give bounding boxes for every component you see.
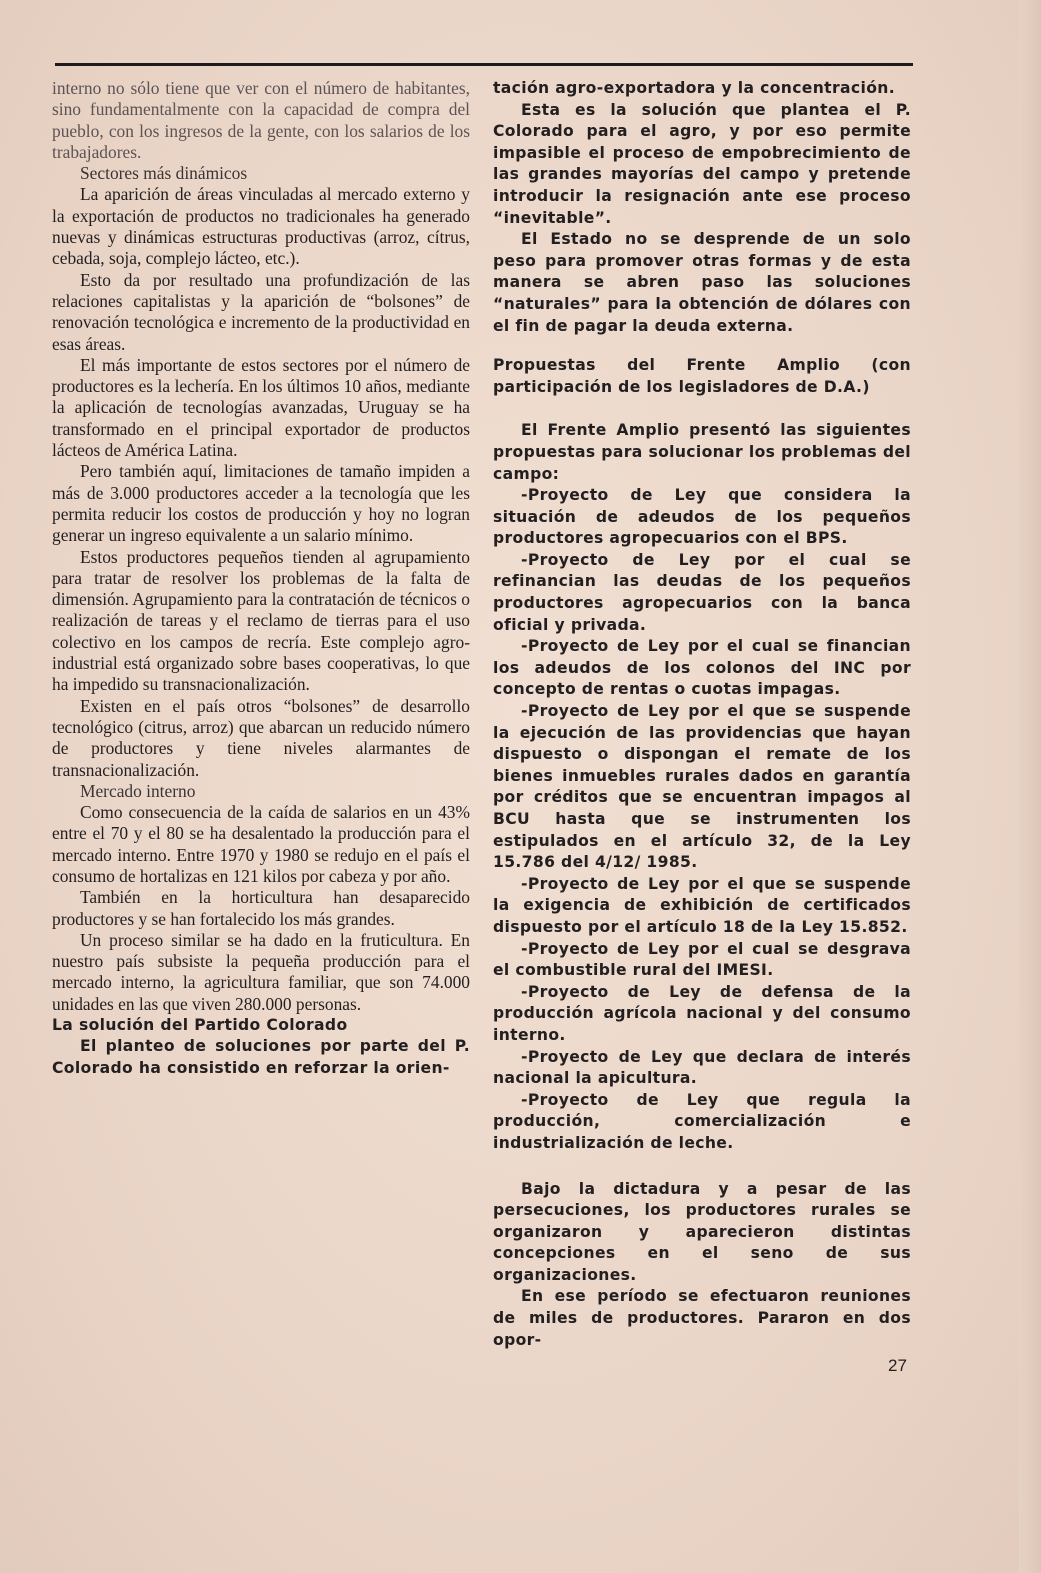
section-heading-sectores: Sectores más dinámicos <box>80 163 248 184</box>
list-item: -Proyecto de Ley por el cual se refinancian las deudas de los pequeños productores agropecuarios con la banca oficial y privada. <box>493 550 911 634</box>
list-item: -Proyecto de Ley por el cual se desgrava el combustible rural del IMESI. <box>493 939 911 980</box>
paragraph: La aparición de áreas vinculadas al mercado externo y la exportación de productos no tradicionales ha generado nuevas y dinámicas estructuras productivas (arroz, cítrus, cebada, soja, complejo lácteo, etc.). <box>52 184 470 269</box>
paragraph: tación agro-exportadora y la concentración. <box>493 79 895 97</box>
paragraph: El Frente Amplio presentó las siguientes propuestas para solucionar los problemas del campo: <box>493 421 911 483</box>
paragraph: Esta es la solución que plantea el P. Colorado para el agro, y por eso permite impasible el proceso de empobrecimiento de las grandes mayorías del campo y pretende introducir la resignación ante ese proceso “inevitable”. <box>493 100 911 227</box>
left-column <box>52 78 470 1080</box>
paragraph: Como consecuencia de la caída de salarios en un 43% entre el 70 y el 80 se ha desalentado la producción para el mercado interno. Entre 1970 y 1980 se redujo en el país el consumo de hortalizas en 121 kilos por cabeza y por año. <box>52 802 470 886</box>
section-heading-partido-colorado: La solución del Partido Colorado <box>52 1016 348 1035</box>
list-item: -Proyecto de Ley de defensa de la producción agrícola nacional y del consumo interno. <box>493 982 911 1044</box>
page-number: 27 <box>888 1356 907 1375</box>
paragraph: Bajo la dictadura y a pesar de las persecuciones, los productores rurales se organizaron y aparecieron distintas concepciones en el seno de sus organizaciones. <box>493 1179 911 1284</box>
paragraph: Estos productores pequeños tienden al agrupamiento para tratar de resolver los problemas de la falta de dimensión. Agrupamiento para la contratación de técnicos o realización de tareas y el reclamo de tierras para el uso colectivo en los campos de recría. Este complejo agro-industrial está organizado sobre bases cooperativas, lo que ha impedido su transnacionalización. <box>52 546 470 695</box>
list-item: -Proyecto de Ley que regula la producción, comercialización e industrialización de leche. <box>493 1090 911 1152</box>
paragraph: En ese período se efectuaron reuniones de miles de productores. Pararon en dos opor- <box>493 1287 911 1349</box>
top-rule <box>55 63 913 66</box>
paragraph: Un proceso similar se ha dado en la fruticultura. En nuestro país subsiste la pequeña producción para el mercado interno, la agricultura familiar, que son 74.000 unidades en las que viven 280.000 personas. <box>52 929 470 1014</box>
paragraph: El más importante de estos sectores por el número de productores es la lechería. En los últimos 10 años, mediante la aplicación de tecnologías avanzadas, Uruguay se ha transformado en el principal exportador de productos lácteos de América Latina. <box>52 354 470 461</box>
paragraph: Pero también aquí, limitaciones de tamaño impiden a más de 3.000 productores acceder a la tecnología que les permita reducir los costos de producción y hoy no logran generar un ingreso equivalente a un salario mínimo. <box>52 461 470 546</box>
list-item: -Proyecto de Ley por el cual se financian los adeudos de los colonos del INC por concepto de rentas o cuotas impagas. <box>493 637 911 699</box>
paragraph: También en la horticultura han desaparecido productores y se han fortalecido los más grandes. <box>52 887 470 929</box>
paragraph: interno no sólo tiene que ver con el número de habitantes, sino fundamentalmente con la capacidad de compra del pueblo, con los ingresos de la gente, con los salarios de los trabajadores. <box>52 78 470 162</box>
list-item: -Proyecto de Ley por el que se suspende la exigencia de exhibición de certificados dispuesto por el artículo 18 de la Ley 15.852. <box>493 874 911 936</box>
section-heading-propuestas: Propuestas del Frente Amplio (con participación de los legisladores de D.A.) <box>493 356 911 396</box>
list-item: -Proyecto de Ley por el que se suspende la ejecución de las providencias que hayan dispuesto o dispongan el remate de los bienes inmuebles rurales dados en garantía por créditos que se encuentran impagos al BCU hasta que se instrumenten los estipulados en el artículo 32, de la Ley 15.786 del 4/12/ 1985. <box>493 702 911 872</box>
section-heading-mercado: Mercado interno <box>80 780 196 801</box>
list-item: -Proyecto de Ley que declara de interés nacional la apicultura. <box>493 1047 911 1088</box>
paragraph: El planteo de soluciones por parte del P. Colorado ha consistido en reforzar la orien- <box>52 1037 470 1077</box>
spacer <box>493 1155 911 1179</box>
list-item: -Proyecto de Ley que considera la situación de adeudos de los pequeños productores agropecuarios con el BPS. <box>493 486 911 548</box>
right-column <box>493 78 911 1351</box>
paragraph: Esto da por resultado una profundización de las relaciones capitalistas y la aparición de “bolsones” de renovación tecnológica e incremento de la productividad en esas áreas. <box>52 269 470 354</box>
paragraph: El Estado no se desprende de un solo peso para promover otras formas y de esta manera se abren paso las soluciones “naturales” para la obtención de dólares con el fin de pagar la deuda externa. <box>493 230 911 335</box>
page-edge <box>1019 0 1041 1573</box>
paragraph: Existen en el país otros “bolsones” de desarrollo tecnológico (citrus, arroz) que abarcan un reducido número de productores y tiene niveles alarmantes de transnacionalización. <box>52 695 470 780</box>
